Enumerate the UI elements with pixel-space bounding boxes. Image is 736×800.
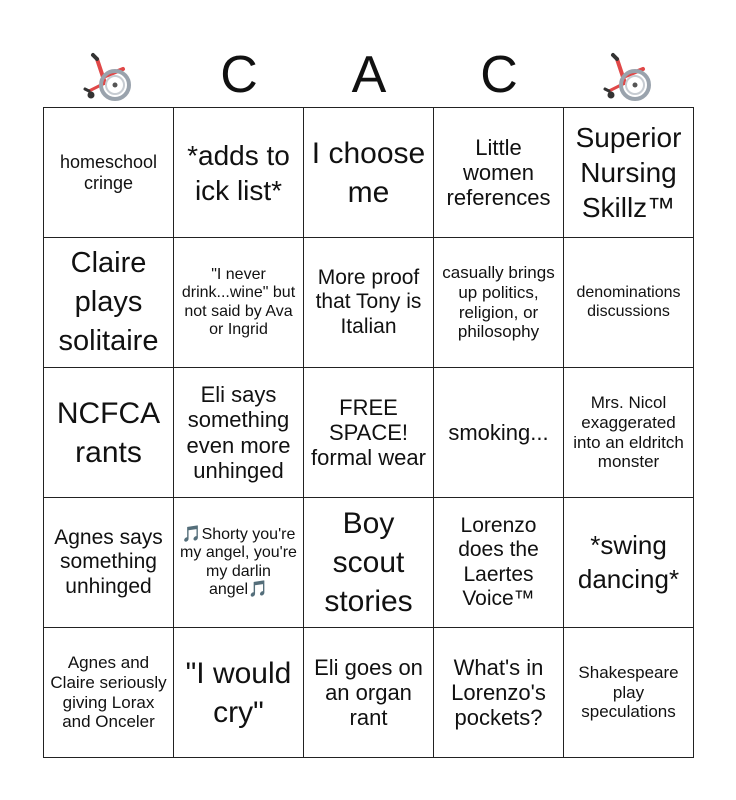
header-letter-c-1: C — [220, 46, 258, 104]
bingo-cell[interactable]: *swing dancing* — [564, 498, 694, 628]
wheelchair-icon — [44, 44, 174, 106]
bingo-cell[interactable]: denominations discussions — [564, 238, 694, 368]
bingo-cell[interactable]: NCFCA rants — [44, 368, 174, 498]
bingo-cell[interactable]: Claire plays solitaire — [44, 238, 174, 368]
bingo-grid — [43, 107, 694, 758]
header-letter-a: A — [351, 46, 387, 104]
bingo-cell[interactable]: homeschool cringe — [44, 108, 174, 238]
bingo-cell[interactable]: Little women references — [434, 108, 564, 238]
bingo-cell[interactable]: What's in Lorenzo's pockets? — [434, 628, 564, 758]
bingo-cell[interactable]: Shakespeare play speculations — [564, 628, 694, 758]
bingo-cell[interactable]: Eli goes on an organ rant — [304, 628, 434, 758]
bingo-cell[interactable]: More proof that Tony is Italian — [304, 238, 434, 368]
bingo-cell[interactable]: *adds to ick list* — [174, 108, 304, 238]
bingo-cell[interactable]: "I would cry" — [174, 628, 304, 758]
bingo-header — [44, 44, 694, 106]
bingo-cell[interactable]: Boy scout stories — [304, 498, 434, 628]
bingo-cell[interactable]: Lorenzo does the Laertes Voice™ — [434, 498, 564, 628]
wheelchair-icon — [564, 44, 694, 106]
bingo-cell[interactable]: Mrs. Nicol exaggerated into an eldritch monster — [564, 368, 694, 498]
bingo-cell[interactable]: casually brings up politics, religion, or philosophy — [434, 238, 564, 368]
wheelchair-icon — [599, 45, 659, 105]
bingo-cell[interactable]: Eli says something even more unhinged — [174, 368, 304, 498]
bingo-cell[interactable]: smoking... — [434, 368, 564, 498]
wheelchair-icon — [79, 45, 139, 105]
bingo-cell[interactable]: Agnes and Claire seriously giving Lorax and Onceler — [44, 628, 174, 758]
bingo-cell[interactable]: FREE SPACE! formal wear — [304, 368, 434, 498]
bingo-cell[interactable]: Agnes says something unhinged — [44, 498, 174, 628]
bingo-cell[interactable]: I choose me — [304, 108, 434, 238]
header-letter-c-2: C — [480, 46, 518, 104]
bingo-cell[interactable]: 🎵Shorty you're my angel, you're my darlin angel🎵 — [174, 498, 304, 628]
bingo-cell[interactable]: "I never drink...wine" but not said by Ava or Ingrid — [174, 238, 304, 368]
bingo-cell[interactable]: Superior Nursing Skillz™ — [564, 108, 694, 238]
